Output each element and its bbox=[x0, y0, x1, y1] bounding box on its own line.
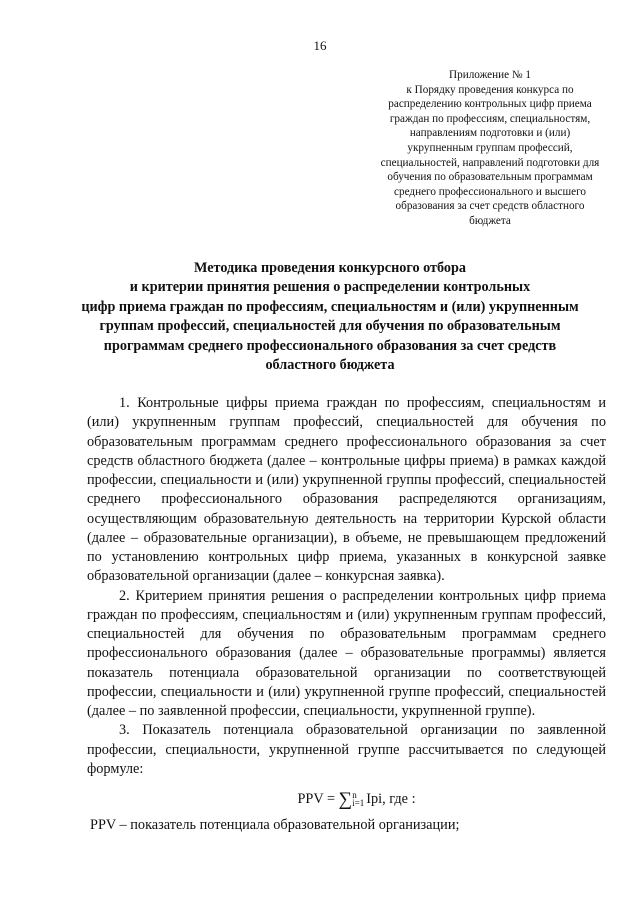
title-line: программам среднего профессионального образования за счет средств bbox=[103, 337, 557, 354]
appendix-line: обучения по образовательным программам bbox=[387, 171, 593, 184]
sum-lower-limit: i=1 bbox=[352, 797, 365, 808]
formula-lhs: PPV = bbox=[297, 791, 339, 807]
sum-limits bbox=[352, 790, 364, 810]
appendix-line: укрупненным группам профессий, bbox=[407, 141, 573, 154]
sum-symbol: ∑ bbox=[338, 789, 353, 810]
appendix-line: специальностей, направлений подготовки для bbox=[380, 156, 600, 169]
paragraph-3: 3. Показатель потенциала образовательной организации по заявленной профессии, специальности, укрупненной группе рассчитывается по следующей формуле: bbox=[87, 722, 606, 777]
title-line: Методика проведения конкурсного отбора bbox=[194, 260, 466, 276]
document-title bbox=[60, 259, 600, 375]
formula-term: Ipi bbox=[366, 791, 383, 807]
paragraph-1: 1. Контрольные цифры приема граждан по профессиям, специальностям и (или) укрупненным группам профессий, специальностей для обучения по образовательным программам среднего профессионального образования за счет средств областного бюджета (далее – контрольные цифры приема) в рамках каждой профессии, специальности и (или) укрупненной группы профессий, специальностей среднего профессионального образования распределяются организациям, осуществляющим образовательную деятельность на территории Курской области (далее – образовательные организации), в объеме, не превышающем предложений по установлению контрольных цифр приема, указанных в конкурсной заявке образовательной организации (далее – конкурсная заявка). bbox=[87, 395, 606, 585]
appendix-line: граждан по профессиям, специальностям, bbox=[389, 112, 591, 125]
appendix-line: Приложение № 1 bbox=[449, 69, 531, 81]
appendix-header bbox=[372, 68, 608, 229]
ppv-definition: PPV – показатель потенциала образовательной организации; bbox=[90, 817, 460, 833]
appendix-line: к Порядку проведения конкурса по bbox=[406, 83, 574, 96]
paragraph-2: 2. Критерием принятия решения о распределении контрольных цифр приема граждан по профессиям, специальностям и (или) укрупненным группам профессий, специальностей для обучения по образовательным программам среднего профессионального образования (далее – образовательные программы) является показатель потенциала образовательной организации по соответствующей профессии, специальности и (или) укрупненной группе профессий, специальностей (далее – по заявленной профессии, специальности, укрупненной группе). bbox=[87, 587, 606, 719]
title-line: группам профессий, специальностей для обучения по образовательным bbox=[99, 318, 561, 335]
sum-upper-limit: n bbox=[352, 789, 357, 800]
title-line: и критерии принятия решения о распределении контрольных bbox=[129, 279, 531, 296]
ppv-formula bbox=[87, 787, 606, 810]
appendix-line: распределению контрольных цифр приема bbox=[388, 98, 592, 111]
page-number: 16 bbox=[313, 38, 327, 53]
title-line: областного бюджета bbox=[265, 357, 395, 374]
appendix-line: направлениям подготовки и (или) bbox=[409, 127, 571, 140]
appendix-line: образования за счет средств областного bbox=[395, 200, 585, 213]
formula-tail: , где : bbox=[382, 791, 416, 807]
document-body bbox=[87, 394, 606, 835]
title-line: цифр приема граждан по профессиям, специальностям и (или) укрупненным bbox=[81, 298, 579, 315]
appendix-line: среднего профессионального и высшего bbox=[394, 185, 586, 198]
appendix-line: бюджета bbox=[469, 214, 511, 227]
